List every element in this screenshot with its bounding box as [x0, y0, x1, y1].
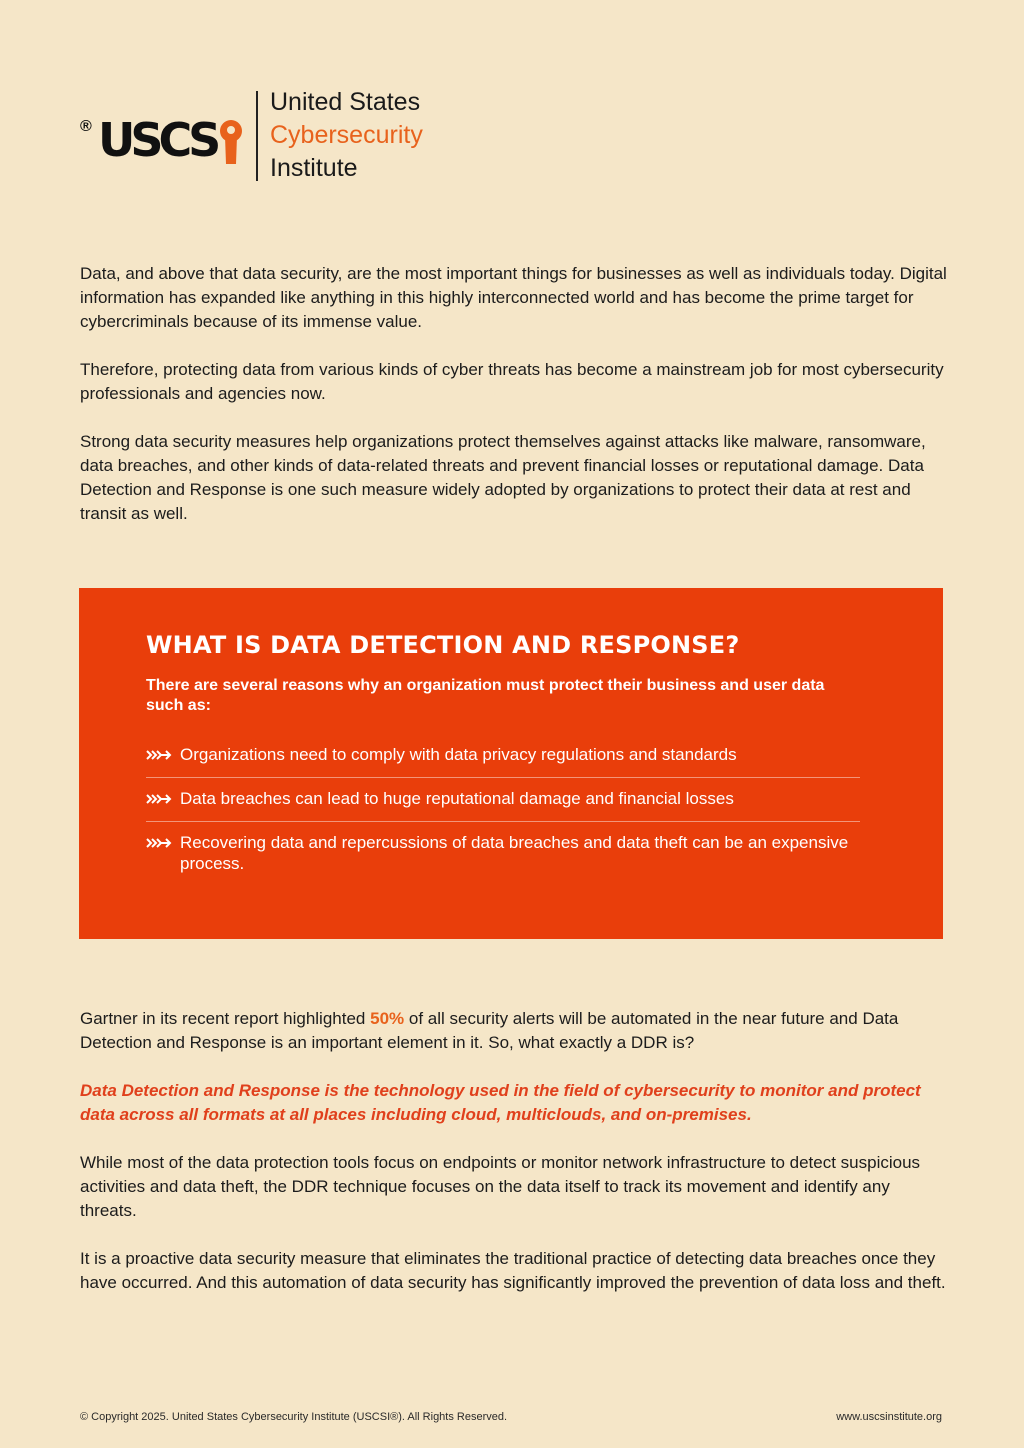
panel-title: WHAT IS DATA DETECTION AND RESPONSE?: [146, 631, 740, 659]
gartner-highlight: 50%: [370, 1009, 405, 1028]
reasons-list: [146, 734, 860, 886]
logo-line-2: Cybersecurity: [270, 121, 423, 149]
list-item-text: Organizations need to comply with data privacy regulations and standards: [180, 745, 737, 764]
logo-line-1: United States: [270, 88, 421, 116]
list-item: [146, 778, 860, 822]
intro-paragraph-1: Data, and above that data security, are the most important things for businesses as well as individuals today. Digital information has expanded like anything in this highly interconnected world and has become the prime target for cybercriminals because of its immense value.: [80, 264, 947, 331]
footer-website-link[interactable]: www.uscsinstitute.org: [836, 1411, 942, 1423]
ddr-definition: Data Detection and Response is the technology used in the field of cybersecurity to monitor and protect data across all formats at all places including cloud, multiclouds, and on-premises.: [80, 1081, 921, 1124]
intro-paragraph-3: Strong data security measures help organizations protect themselves against attacks like malware, ransomware, data breaches, and other kinds of data-related threats and prevent financial losses or reputational damage. Data Detection and Response is one such measure widely adopted by organizations to protect their data at rest and transit as well.: [80, 432, 926, 523]
panel-lead: There are several reasons why an organization must protect their business and user data such as:: [146, 677, 825, 714]
gartner-text-after: of all security alerts will be automated in the near future and Data Detection and Response is an important element in it. So, what exactly a DDR is?: [80, 1009, 899, 1052]
uscsi-logo: [80, 86, 423, 185]
ddr-panel: [79, 588, 943, 939]
logo-mark: [80, 96, 250, 176]
list-item-text: Recovering data and repercussions of data breaches and data theft can be an expensive process.: [180, 833, 849, 873]
logo-wordmark: USCS: [98, 112, 217, 167]
focus-paragraph: While most of the data protection tools focus on endpoints or monitor network infrastructure to detect suspicious activities and data theft, the DDR technique focuses on the data itself to track its movement and identify any threats.: [80, 1153, 921, 1220]
footer-copyright: © Copyright 2025. United States Cybersecurity Institute (USCSI®). All Rights Reserved.: [80, 1411, 508, 1423]
logo-line-3: Institute: [270, 154, 358, 182]
triple-chevron-arrow-icon: [146, 837, 172, 849]
proactive-paragraph: It is a proactive data security measure that eliminates the traditional practice of detecting data breaches once they have occurred. And this automation of data security has significantly improved the prevention of data loss and theft.: [80, 1249, 946, 1292]
intro-paragraph-2: Therefore, protecting data from various kinds of cyber threats has become a mainstream job for most cybersecurity professionals and agencies now.: [80, 360, 944, 403]
logo-divider: [256, 91, 258, 181]
registered-mark: ®: [80, 117, 92, 135]
gartner-paragraph: [80, 1007, 950, 1055]
keyhole-icon: [219, 120, 243, 166]
list-item: [146, 734, 860, 778]
logo-institute-name: [270, 86, 423, 185]
list-item-text: Data breaches can lead to huge reputational damage and financial losses: [180, 789, 734, 808]
triple-chevron-arrow-icon: [146, 793, 172, 805]
gartner-text-before: Gartner in its recent report highlighted: [80, 1009, 371, 1028]
triple-chevron-arrow-icon: [146, 749, 172, 761]
list-item: [146, 822, 860, 886]
